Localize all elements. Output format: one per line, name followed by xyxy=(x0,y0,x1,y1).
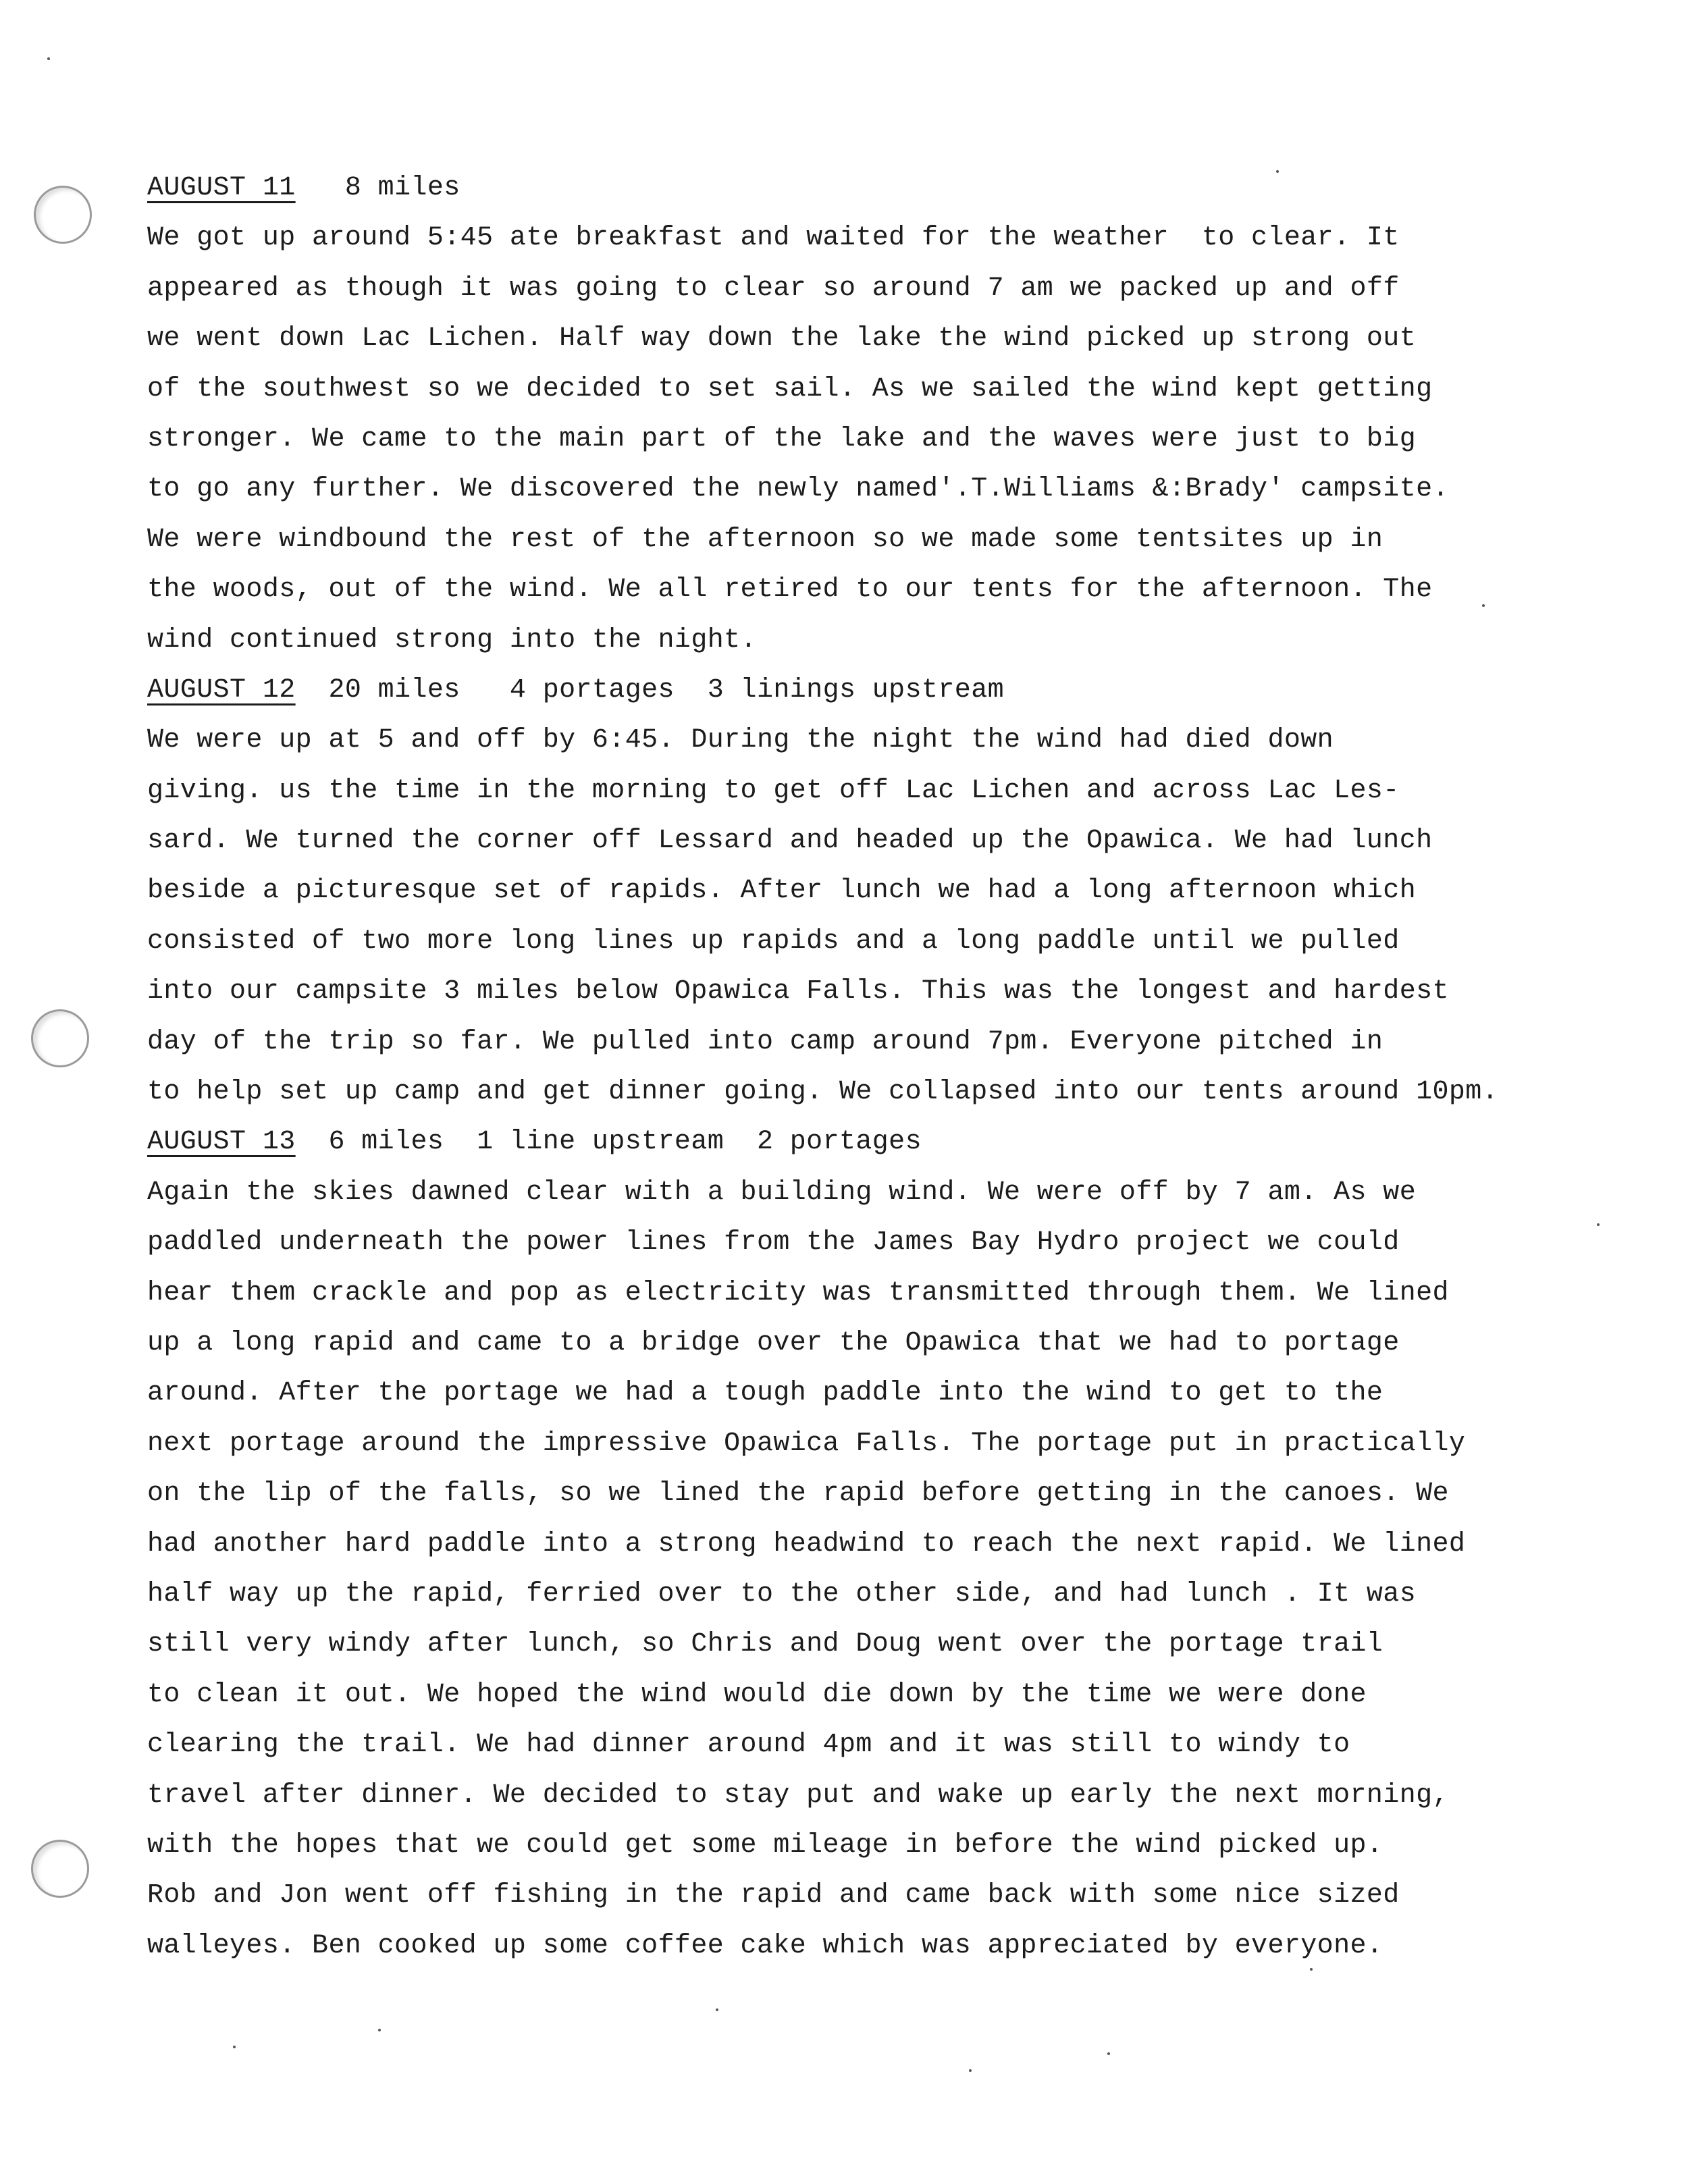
journal-entries xyxy=(147,163,1538,1971)
entry-text-line: to go any further. We discovered the newly named'.T.Williams &:Brady' campsite. xyxy=(147,474,1449,505)
entry-text-line: hear them crackle and pop as electricity was transmitted through them. We lined xyxy=(147,1277,1449,1308)
journal-entry xyxy=(147,1117,1538,1971)
entry-header xyxy=(147,1117,1538,1167)
entry-text-line: We got up around 5:45 ate breakfast and waited for the weather to clear. It xyxy=(147,223,1400,254)
entry-text-line: clearing the trail. We had dinner around 4pm and it was still to windy to xyxy=(147,1730,1350,1761)
entry-date: AUGUST 13 xyxy=(147,1127,296,1158)
entry-text-line: we went down Lac Lichen. Half way down the lake the wind picked up strong out xyxy=(147,323,1417,354)
entry-text-line: around. After the portage we had a tough paddle into the wind to get to the xyxy=(147,1378,1383,1409)
entry-text-line: giving. us the time in the morning to get off Lac Lichen and across Lac Les- xyxy=(147,775,1400,806)
entry-text-line: had another hard paddle into a strong headwind to reach the next rapid. We lined xyxy=(147,1528,1466,1560)
entry-date: AUGUST 12 xyxy=(147,674,296,705)
binder-hole-top xyxy=(34,186,92,244)
binder-hole-bottom xyxy=(31,1840,89,1898)
entry-text-line: on the lip of the falls, so we lined the rapid before getting in the canoes. We xyxy=(147,1479,1449,1510)
entry-text-line: with the hopes that we could get some mileage in before the wind picked up. xyxy=(147,1830,1383,1861)
entry-text-line: travel after dinner. We decided to stay put and wake up early the next morning, xyxy=(147,1780,1449,1811)
entry-text-line: wind continued strong into the night. xyxy=(147,624,757,656)
entry-text-line: the woods, out of the wind. We all retired to our tents for the afternoon. The xyxy=(147,575,1433,606)
entry-text-line: beside a picturesque set of rapids. After lunch we had a long afternoon which xyxy=(147,876,1417,907)
paper-speck xyxy=(1107,2052,1110,2055)
paper-speck xyxy=(1597,1223,1600,1226)
paper-speck xyxy=(378,2029,381,2031)
entry-text-line: sard. We turned the corner off Lessard and headed up the Opawica. We had lunch xyxy=(147,826,1433,857)
entry-details: 20 miles 4 portages 3 linings upstream xyxy=(295,674,1005,705)
journal-entry xyxy=(147,666,1538,1118)
entry-text-line: stronger. We came to the main part of the lake and the waves were just to big xyxy=(147,423,1417,454)
entry-header xyxy=(147,163,1538,213)
paper-speck xyxy=(233,2046,236,2048)
entry-text-line: up a long rapid and came to a bridge over the Opawica that we had to portage xyxy=(147,1327,1400,1358)
entry-text-line: next portage around the impressive Opawica Falls. The portage put in practically xyxy=(147,1428,1466,1459)
entry-text-line: day of the trip so far. We pulled into camp around 7pm. Everyone pitched in xyxy=(147,1026,1383,1057)
entry-text-line: Rob and Jon went off fishing in the rapid and came back with some nice sized xyxy=(147,1880,1400,1911)
entry-details: 6 miles 1 line upstream 2 portages xyxy=(295,1127,922,1158)
entry-text-line: to clean it out. We hoped the wind would die down by the time we were done xyxy=(147,1679,1367,1710)
entry-text-line: Again the skies dawned clear with a building wind. We were off by 7 am. As we xyxy=(147,1177,1417,1208)
entry-text-line: We were up at 5 and off by 6:45. During the night the wind had died down xyxy=(147,725,1334,756)
entry-text-line: consisted of two more long lines up rapids and a long paddle until we pulled xyxy=(147,926,1400,957)
journal-entry xyxy=(147,163,1538,666)
entry-header xyxy=(147,666,1538,716)
entry-text-line: of the southwest so we decided to set sail. As we sailed the wind kept getting xyxy=(147,373,1433,404)
entry-date: AUGUST 11 xyxy=(147,173,296,203)
entry-details: 8 miles xyxy=(295,173,460,203)
entry-text-line: paddled underneath the power lines from the James Bay Hydro project we could xyxy=(147,1227,1400,1258)
entry-text-line: appeared as though it was going to clear so around 7 am we packed up and off xyxy=(147,273,1400,304)
binder-hole-middle xyxy=(31,1009,89,1067)
entry-text-line: We were windbound the rest of the afternoon so we made some tentsites up in xyxy=(147,524,1383,555)
entry-text-line: walleyes. Ben cooked up some coffee cake which was appreciated by everyone. xyxy=(147,1930,1383,1961)
entry-text-line: still very windy after lunch, so Chris and Doug went over the portage trail xyxy=(147,1629,1383,1660)
entry-text-line: into our campsite 3 miles below Opawica Falls. This was the longest and hardest xyxy=(147,976,1449,1007)
paper-speck xyxy=(47,57,50,60)
paper-speck xyxy=(716,2008,718,2011)
entry-text-line: to help set up camp and get dinner going. We collapsed into our tents around 10pm. xyxy=(147,1077,1499,1108)
entry-text-line: half way up the rapid, ferried over to the other side, and had lunch . It was xyxy=(147,1578,1417,1609)
paper-speck xyxy=(969,2069,972,2072)
